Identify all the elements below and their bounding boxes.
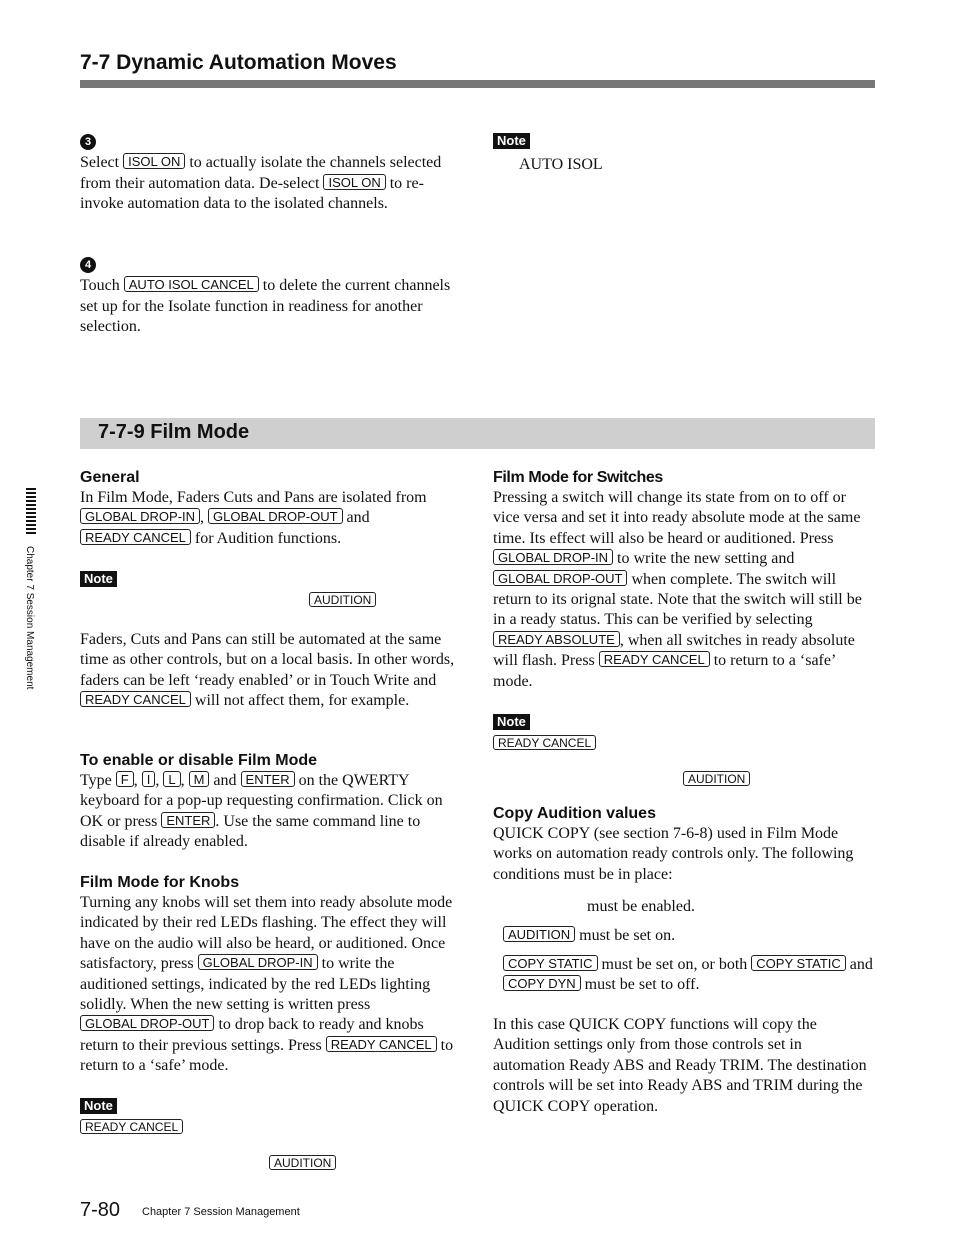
isol-on-key: ISOL ON (123, 153, 185, 169)
l-key: L (163, 771, 180, 787)
step-number-4: 4 (80, 257, 96, 273)
section-title: 7-7-9 Film Mode (98, 421, 250, 443)
audition-key: AUDITION (269, 1155, 336, 1170)
ready-cancel-key: READY CANCEL (80, 691, 191, 707)
copy-section (493, 804, 875, 885)
chapter-title: 7-7 Dynamic Automation Moves (80, 51, 397, 74)
copy-condition-2: AUDITION must be set on. (503, 926, 675, 946)
general-heading: General (80, 469, 140, 486)
global-drop-out-key: GLOBAL DROP-OUT (208, 508, 342, 524)
knobs-text: Turning any knobs will set them into ready absolute mode indicated by their red LEDs flashing. The effect they will have on the audio will also be heard, or auditioned. Once satisfactory, press GLOBAL DROP-IN to write the auditioned settings, indicated by the red LEDs lighting solidly. When the new setting is written press GLOBAL DROP-OUT to drop back to ready and knobs return to their previous settings. Press READY CANCEL to return to a ‘safe’ mode. (80, 894, 454, 1075)
general-para-1: In Film Mode, Faders Cuts and Pans are isolated from GLOBAL DROP-IN , GLOBAL DROP-OUT and READY CANCEL for Audition functions. (80, 489, 427, 547)
ready-cancel-key: READY CANCEL (493, 735, 596, 750)
knobs-note (80, 1096, 117, 1116)
general-note (80, 569, 117, 589)
enable-section (80, 751, 462, 853)
footer-chapter-label: Chapter 7 Session Management (142, 1206, 300, 1218)
enter-key: ENTER (241, 771, 295, 787)
enter-key: ENTER (161, 812, 215, 828)
switches-section (493, 468, 875, 692)
step-4-text: Touch AUTO ISOL CANCEL to delete the current channels set up for the Isolate function in readiness for another selection. (80, 277, 451, 336)
auto-isol-cancel-key: AUTO ISOL CANCEL (124, 276, 259, 292)
top-note (493, 131, 603, 176)
note-badge: Note (493, 133, 530, 149)
ready-cancel-key: READY CANCEL (326, 1036, 437, 1052)
global-drop-out-key: GLOBAL DROP-OUT (80, 1015, 214, 1031)
copy-heading: Copy Audition values (493, 805, 656, 822)
knobs-note-audition (269, 1154, 336, 1174)
copy-dyn-key: COPY DYN (503, 975, 581, 991)
switches-heading: Film Mode for Switches (493, 469, 663, 486)
enable-text: Type F , I , L , M and ENTER on the QWERTY keyboard for a pop-up requesting confirmation. Click on OK or press ENTER . Use the same command line to disable if already enabled. (80, 772, 443, 851)
general-section (80, 468, 462, 549)
page-number: 7-80 (80, 1199, 121, 1221)
i-key: I (142, 771, 156, 787)
copy-static-key: COPY STATIC (751, 955, 846, 971)
sidebar-chapter-label: Chapter 7 Session Management (24, 546, 35, 690)
chapter-tab-marker (26, 488, 36, 534)
isol-on-key: ISOL ON (323, 174, 385, 190)
switches-text: Pressing a switch will change its state from on to off or vice versa and set it into ready absolute mode at the same time. Its effect will also be heard or auditioned. Press GLOBAL DROP-IN to write the new setting and GLOBAL DROP-OUT when complete. The switch will return to its orignal state. Note that the switch will still be in a ready status. This can be verified by selecting READY ABSOLUTE , when all switches in ready absolute will flash. Press READY CANCEL to return to a ‘safe’ mode. (493, 489, 862, 690)
chapter-rule (80, 80, 875, 88)
ready-absolute-key: READY ABSOLUTE (493, 631, 620, 647)
copy-condition-1: must be enabled. (587, 898, 695, 915)
knobs-section (80, 873, 462, 1077)
step-3-text: Select ISOL ON to actually isolate the channels selected from their automation data. De-select ISOL ON to re-invoke automation data to the isolated channels. (80, 154, 442, 213)
m-key: M (189, 771, 210, 787)
switches-note-ready-cancel (493, 734, 596, 754)
ready-cancel-key: READY CANCEL (80, 529, 191, 545)
audition-key: AUDITION (503, 926, 575, 942)
ready-cancel-key: READY CANCEL (599, 651, 710, 667)
global-drop-in-key: GLOBAL DROP-IN (80, 508, 200, 524)
note-badge: Note (80, 571, 117, 587)
audition-key: AUDITION (309, 592, 376, 607)
ready-cancel-key: READY CANCEL (80, 1119, 183, 1134)
copy-condition-3: COPY STATIC must be set on, or both COPY STATIC and COPY DYN must be set to off. (503, 955, 875, 996)
switches-note-audition (683, 770, 750, 790)
knobs-heading: Film Mode for Knobs (80, 874, 240, 891)
note-badge: Note (80, 1098, 117, 1114)
enable-heading: To enable or disable Film Mode (80, 752, 318, 769)
step-4 (80, 254, 462, 338)
f-key: F (116, 771, 134, 787)
switches-note (493, 712, 530, 732)
note-badge: Note (493, 714, 530, 730)
step-number-3: 3 (80, 134, 96, 150)
copy-outro: In this case QUICK COPY functions will copy the Audition settings only from those controls set in automation Ready ABS and Ready TRIM. The destination controls will be set into Ready ABS and TRIM during the QUICK COPY operation. (493, 1016, 867, 1115)
global-drop-out-key: GLOBAL DROP-OUT (493, 570, 627, 586)
top-note-text: AUTO ISOL (519, 156, 603, 174)
global-drop-in-key: GLOBAL DROP-IN (198, 954, 318, 970)
copy-intro: QUICK COPY (see section 7-6-8) used in Film Mode works on automation ready controls only. The following conditions must be in place: (493, 825, 854, 883)
global-drop-in-key: GLOBAL DROP-IN (493, 549, 613, 565)
general-para-2: Faders, Cuts and Pans can still be automated at the same time as other controls, but on a local basis. In other words, faders can be left ‘ready enabled’ or in Touch Write and READY CANCEL will not affect them, for example. (80, 631, 455, 710)
copy-static-key: COPY STATIC (503, 955, 598, 971)
audition-key: AUDITION (683, 771, 750, 786)
general-note-audition (309, 591, 376, 611)
step-3 (80, 131, 462, 215)
knobs-note-ready-cancel (80, 1118, 183, 1138)
